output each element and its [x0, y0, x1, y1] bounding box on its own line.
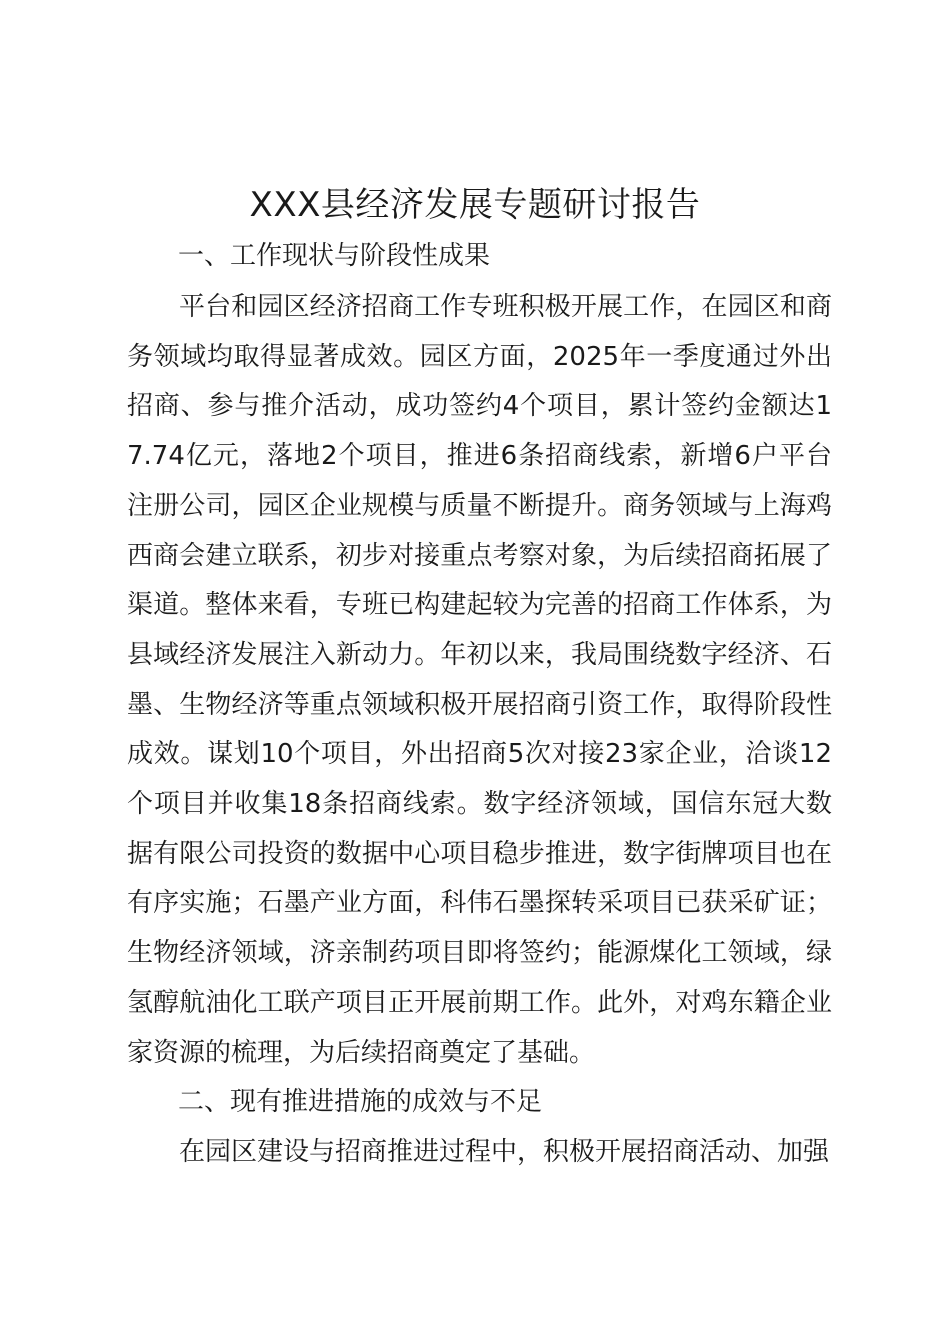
section-2-paragraph: 在园区建设与招商推进过程中，积极开展招商活动、加强 — [179, 1137, 830, 1167]
document-title: XXX县经济发展专题研讨报告 — [249, 185, 701, 225]
section-1-paragraph: 平台和园区经济招商工作专班积极开展工作，在园区和商务领域均取得显著成效。园区方面，2025年一季度通过外出招商、参与推介活动，成功签约4个项目，累计签约金额达17.74亿元，落地2个项目，推进6条招商线索，新增6户平台注册公司，园区企业规模与质量不断提升。商务领域与上海鸡西商会建立联系，初步对接重点考察对象，为后续招商拓展了渠道。整体来看，专班已构建起较为完善的招商工作体系，为县域经济发展注入新动力。年初以来，我局围绕数字经济、石墨、生物经济等重点领域积极开展招商引资工作，取得阶段性成效。谋划10个项目，外出招商5次对接23家企业，洽谈12个项目并收集18条招商线索。数字经济领域，国信东冠大数据有限公司投资的数据中心项目稳步推进，数字街牌项目也在有序实施；石墨产业方面，科伟石墨探转采项目已获采矿证；生物经济领域，济亲制药项目即将签约；能源煤化工领域，绿氢醇航油化工联产项目正开展前期工作。此外，对鸡东籍企业家资源的梳理，为后续招商奠定了基础。 — [127, 292, 832, 1068]
section-1-heading: 一、工作现状与阶段性成果 — [178, 241, 491, 271]
section-2-heading: 二、现有推进措施的成效与不足 — [178, 1087, 543, 1117]
